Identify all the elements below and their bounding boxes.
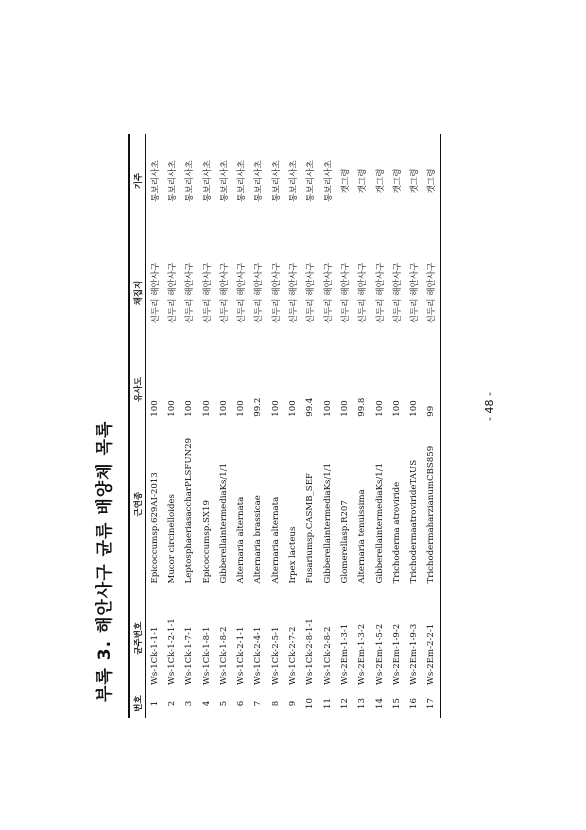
cell-no: 7: [253, 700, 264, 707]
table-row: [388, 134, 405, 718]
cell-host: 통보리사초: [254, 160, 265, 202]
cell-species: Irpex lacteus: [288, 526, 299, 584]
cell-species: Epicoccumsp.SX19: [201, 500, 212, 584]
cell-species: Glomerellasp.R207: [339, 500, 350, 584]
cell-site: 신두리 해안사구: [271, 262, 282, 324]
header-species: 근연종: [133, 491, 144, 517]
table-row: [354, 134, 371, 718]
table-row: [371, 134, 388, 718]
cell-no: 10: [305, 698, 316, 709]
table-row: [405, 134, 422, 718]
cell-species: Fusariumsp.CASMB_SEF: [305, 473, 316, 584]
cell-site: 신두리 해안사구: [254, 262, 265, 324]
cell-strain: Ws-1Ck-2-7-2: [288, 626, 299, 685]
table-row: [319, 134, 336, 718]
cell-similarity: 100: [374, 400, 385, 417]
cell-strain: Ws-2Em-1-3-2: [357, 623, 368, 685]
table-body: [146, 134, 441, 718]
table-row: [336, 134, 353, 718]
cell-no: 9: [288, 700, 299, 707]
table-row: [250, 134, 267, 718]
cell-host: 갯그령: [392, 168, 403, 194]
cell-similarity: 100: [339, 400, 350, 417]
table-row: [215, 134, 232, 718]
cell-similarity: 100: [236, 400, 247, 417]
cell-site: 신두리 해안사구: [410, 262, 421, 324]
cell-strain: Ws-2Em-2-2-1: [426, 623, 437, 685]
cell-similarity: 99.2: [253, 397, 264, 417]
cell-species: Alternaria tenuissima: [357, 489, 368, 584]
cell-species: TrichodermaharzianumCBS859: [426, 445, 437, 584]
cell-host: 갯그령: [375, 168, 386, 194]
cell-no: 4: [201, 700, 212, 707]
cell-no: 1: [149, 700, 160, 707]
cell-strain: Ws-1Ck-2-8-2: [322, 626, 333, 685]
cell-no: 16: [409, 698, 420, 709]
cell-no: 15: [391, 698, 402, 709]
cell-site: 신두리 해안사구: [358, 262, 369, 324]
cell-species: Alternaria brassicae: [253, 495, 264, 584]
cell-host: 갯그령: [427, 168, 438, 194]
cell-similarity: 99.4: [305, 397, 316, 417]
cell-host: 통보리사초: [306, 160, 317, 202]
cell-species: GibberellaintermediaKs/1/1: [218, 462, 229, 584]
table-header-row: [129, 134, 146, 718]
cell-host: 통보리사초: [323, 160, 334, 202]
cell-site: 신두리 해안사구: [427, 262, 438, 324]
cell-no: 2: [166, 700, 177, 707]
header-strain: 균주번호: [133, 621, 144, 655]
cell-site: 신두리 해안사구: [340, 262, 351, 324]
cell-strain: Ws-1Ck-1-1-1: [149, 626, 160, 685]
header-no: 번호: [133, 695, 144, 712]
cell-host: 통보리사초: [219, 160, 230, 202]
cell-site: 신두리 해안사구: [306, 262, 317, 324]
cell-host: 통보리사초: [271, 160, 282, 202]
cell-host: 통보리사초: [185, 160, 196, 202]
cell-host: 갯그령: [358, 168, 369, 194]
cell-similarity: 100: [149, 400, 160, 417]
cell-strain: Ws-1Ck-2-4-1: [253, 626, 264, 685]
cell-similarity: 100: [288, 400, 299, 417]
cell-site: 신두리 해안사구: [167, 262, 178, 324]
cell-site: 신두리 해안사구: [237, 262, 248, 324]
cell-strain: Ws-2Em-1-9-2: [391, 623, 402, 685]
cell-site: 신두리 해안사구: [219, 262, 230, 324]
table-row: [146, 134, 164, 718]
cell-species: LeptosphaeriasaccharPLSFUN29: [184, 437, 195, 584]
cell-species: GibberellaintermediaKs/1/1: [374, 462, 385, 584]
document-title: 부록 3. 해안사구 균류 배양체 목록: [95, 420, 115, 702]
page-number: - 48 -: [482, 392, 496, 421]
rotated-page: [88, 160, 448, 722]
cell-strain: Ws-2Em-1-3-1: [339, 623, 350, 685]
table-row: [267, 134, 284, 718]
table-row: [284, 134, 301, 718]
cell-no: 3: [184, 700, 195, 707]
cell-similarity: 100: [166, 400, 177, 417]
cell-no: 14: [374, 698, 385, 709]
cell-no: 13: [357, 698, 368, 709]
cell-site: 신두리 해안사구: [289, 262, 300, 324]
table-row: [232, 134, 249, 718]
cell-strain: Ws-1Ck-2-5-1: [270, 626, 281, 685]
header-similarity: 유사도: [133, 377, 144, 402]
cell-no: 11: [322, 698, 333, 709]
header-site: 채집지: [133, 280, 144, 306]
cell-host: 통보리사초: [237, 160, 248, 202]
cell-similarity: 100: [391, 400, 402, 417]
cell-site: 신두리 해안사구: [150, 262, 161, 324]
cell-host: 갯그령: [410, 168, 421, 194]
cell-species: Alternaria alternata: [236, 496, 247, 584]
cell-similarity: 100: [184, 400, 195, 417]
cell-similarity: 100: [201, 400, 212, 417]
cell-no: 12: [339, 698, 350, 709]
cell-no: 17: [426, 698, 437, 709]
cell-similarity: 100: [322, 400, 333, 417]
cell-similarity: 99.8: [357, 397, 368, 417]
cell-no: 5: [218, 700, 229, 707]
cell-similarity: 100: [270, 400, 281, 417]
cell-host: 통보리사초: [167, 160, 178, 202]
cell-strain: Ws-1Ck-1-8-2: [218, 626, 229, 685]
cell-site: 신두리 해안사구: [392, 262, 403, 324]
table-row: [181, 134, 198, 718]
cell-strain: Ws-1Ck-2-1-1: [236, 626, 247, 685]
culture-table: [128, 134, 441, 718]
cell-strain: Ws-1Ck-1-8-1: [201, 626, 212, 685]
cell-host: 통보리사초: [150, 160, 161, 202]
table-row: [302, 134, 319, 718]
table-row: [423, 134, 441, 718]
cell-strain: Ws-1Ck-1-7-1: [184, 626, 195, 685]
cell-species: Trichoderma atroviride: [391, 481, 402, 584]
cell-species: GibberellaintermediaKs/1/1: [322, 462, 333, 584]
cell-similarity: 100: [218, 400, 229, 417]
cell-no: 6: [236, 700, 247, 707]
cell-host: 갯그령: [340, 168, 351, 194]
cell-site: 신두리 해안사구: [202, 262, 213, 324]
table-row: [198, 134, 215, 718]
cell-strain: Ws-2Em-1-9-3: [409, 623, 420, 685]
cell-species: Epicoccumsp.629AI-2013: [149, 472, 160, 584]
header-host: 기주: [133, 172, 144, 190]
cell-host: 통보리사초: [289, 160, 300, 202]
cell-host: 통보리사초: [202, 160, 213, 202]
cell-site: 신두리 해안사구: [323, 262, 334, 324]
cell-strain: Ws-1Ck-2-8-1-1: [305, 618, 316, 685]
cell-no: 8: [270, 700, 281, 707]
cell-site: 신두리 해안사구: [185, 262, 196, 324]
cell-site: 신두리 해안사구: [375, 262, 386, 324]
cell-similarity: 99: [426, 405, 437, 417]
cell-species: TrichodermaatrovirideTAUS: [409, 459, 420, 584]
cell-strain: Ws-1Ck-1-2-1-1: [166, 618, 177, 685]
cell-strain: Ws-2Em-1-5-2: [374, 623, 385, 685]
cell-species: Alternaria alternata: [270, 496, 281, 584]
cell-similarity: 100: [409, 400, 420, 417]
cell-species: Mucor circinelloides: [166, 494, 177, 584]
table-row: [163, 134, 180, 718]
